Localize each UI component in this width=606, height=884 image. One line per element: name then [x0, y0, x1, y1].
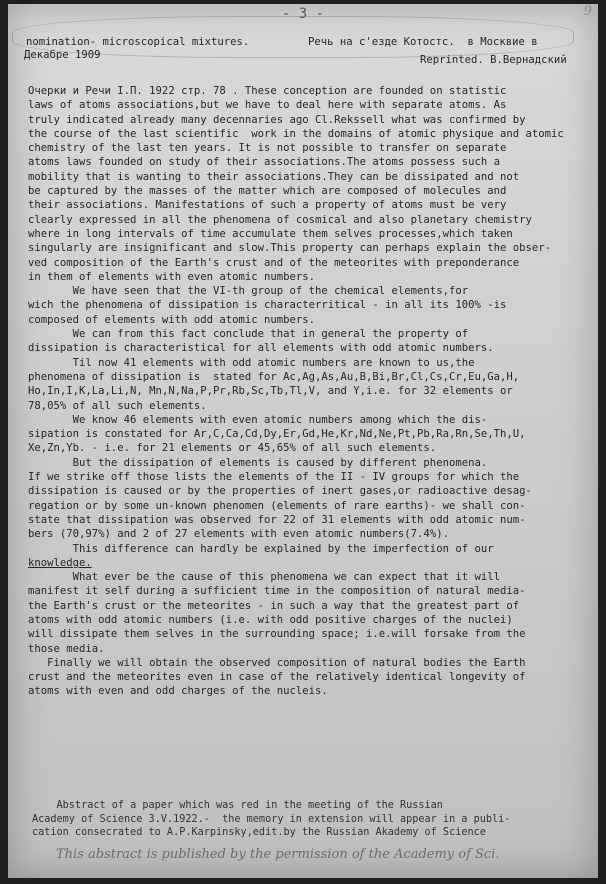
- text-line: be captured by the masses of the matter which are composed of molecules and: [28, 185, 507, 198]
- text-line: will dissipate them selves in the surrounding space; i.e.will forsake from the: [28, 628, 526, 641]
- text-line: What ever be the cause of this phenomena we can expect that it will: [28, 571, 500, 584]
- text-line: state that dissipation was observed for 22 of 31 elements with odd atomic num-: [28, 513, 526, 526]
- text-line: their associations. Manifestations of such a property of atoms must be very: [28, 199, 507, 212]
- text-line: We can from this fact conclude that in general the property of: [28, 328, 469, 341]
- text-line: the Earth's crust or the meteorites - in such a way that the greatest part of: [28, 599, 520, 612]
- text-line: in them of elements with even atomic numbers.: [28, 270, 316, 283]
- text-line: manifest it self during a sufficient time in the composition of natural media-: [28, 585, 526, 598]
- text-line: the course of the last scientific work in the domains of atomic physique and atomic: [28, 127, 564, 140]
- text-line: Очерки и Речи І.П. 1922 стр. 78 . These conception are founded on statistic: [28, 85, 507, 97]
- text-line: We know 46 elements with even atomic numbers among which the dis-: [28, 413, 488, 426]
- text-line: dissipation is caused or by the properties of inert gases,or radioactive desag-: [28, 485, 532, 498]
- text-line: atoms with even and odd charges of the nucleis.: [28, 685, 328, 698]
- text-line: If we strike off those lists the elements of the II - IV groups for which the: [28, 471, 520, 484]
- text-line: 78,05% of all such elements.: [28, 399, 207, 412]
- text-line: phenomena of dissipation is stated for Ac,Ag,As,Au,B,Bi,Br,Cl,Cs,Cr,Eu,Ga,H,: [28, 370, 520, 383]
- text-line: mobility that is wanting to their associations.They can be dissipated and not: [28, 170, 520, 183]
- text-line: those media.: [28, 642, 105, 655]
- text-line: where in long intervals of time accumulate them selves processes,which taken: [28, 227, 513, 240]
- header-line-1-right: Речь на с'езде Котостс. в Москвие в: [308, 36, 538, 48]
- text-line: But the dissipation of elements is caused by different phenomena.: [28, 456, 488, 469]
- text-line: sipation is constated for Ar,C,Ca,Cd,Dy,Er,Gd,He,Kr,Nd,Ne,Pt,Pb,Ra,Rn,Se,Th,U,: [28, 428, 526, 441]
- text-line: ved composition of the Earth's crust and of the meteorites with preponderance: [28, 256, 520, 269]
- text-line: wich the phenomena of dissipation is characterritical - in all its 100% -is: [28, 299, 507, 312]
- text-line: Til now 41 elements with odd atomic numbers are known to us,the: [28, 356, 475, 369]
- text-line: Xe,Zn,Yb. - i.e. for 21 elements or 45,65% of all such elements.: [28, 442, 437, 455]
- text-line: singularly are insignificant and slow.This property can perhaps explain the obser-: [28, 242, 551, 255]
- text-line: clearly expressed in all the phenomena of cosmical and also planetary chemistry: [28, 213, 532, 226]
- abstract-line: Academy of Science 3.V.1922.- the memory in extension will appear in a publi-: [32, 813, 511, 825]
- handwritten-note: This abstract is published by the permission of the Academy of Sci.: [56, 847, 500, 862]
- page-number: - 3 -: [281, 6, 325, 22]
- abstract-line: cation consecrated to A.P.Karpinsky,edit.by the Russian Akademy of Science: [32, 827, 486, 838]
- text-line: dissipation is characteristical for all elements with odd atomic numbers.: [28, 342, 494, 355]
- text-line: Finally we will obtain the observed composition of natural bodies the Earth: [28, 656, 526, 669]
- document-page: [8, 4, 598, 878]
- text-line: chemistry of the last ten years. It is not possible to transfer on separate: [28, 142, 507, 155]
- text-line: atoms laws founded on study of their associations.The atoms possess such a: [28, 156, 500, 169]
- header-line-2-right: Reprinted. В.Вернадский: [420, 54, 567, 66]
- text-line: Ho,In,I,K,La,Li,N, Mn,N,Na,P,Pr,Rb,Sc,Tb,Tl,V, and Y,i.e. for 32 elements or: [28, 385, 513, 398]
- text-line: regation or by some un-known phenomen (elements of rare earths)- we shall con-: [28, 499, 526, 512]
- text-line: composed of elements with odd atomic numbers.: [28, 313, 316, 326]
- corner-mark: 9: [583, 4, 592, 19]
- text-line: atoms with odd atomic numbers (i.e. with odd positive charges of the nuclei): [28, 613, 513, 626]
- document-body: [28, 84, 588, 699]
- text-line: laws of atoms associations,but we have to deal here with separate atoms. As: [28, 99, 507, 112]
- text-line: bers (70,97%) and 2 of 27 elements with even atomic numbers(7.4%).: [28, 528, 449, 541]
- abstract-note: [32, 799, 582, 840]
- header-line-1-left: nomination- microscopical mixtures.: [26, 36, 250, 48]
- text-line: knowledge.: [28, 556, 92, 569]
- text-line: crust and the meteorites even in case of the relatively identical longevity of: [28, 671, 526, 684]
- abstract-line: Abstract of a paper which was red in the meeting of the Russian: [32, 800, 443, 811]
- text-line: We have seen that the VI-th group of the chemical elements,for: [28, 285, 469, 298]
- header-line-2-left: Декабре 1909: [24, 49, 101, 61]
- text-line: truly indicated already many decennaries ago Cl.Rekssell what was confirmed by: [28, 113, 526, 126]
- text-line: This difference can hardly be explained by the imperfection of our: [28, 542, 494, 555]
